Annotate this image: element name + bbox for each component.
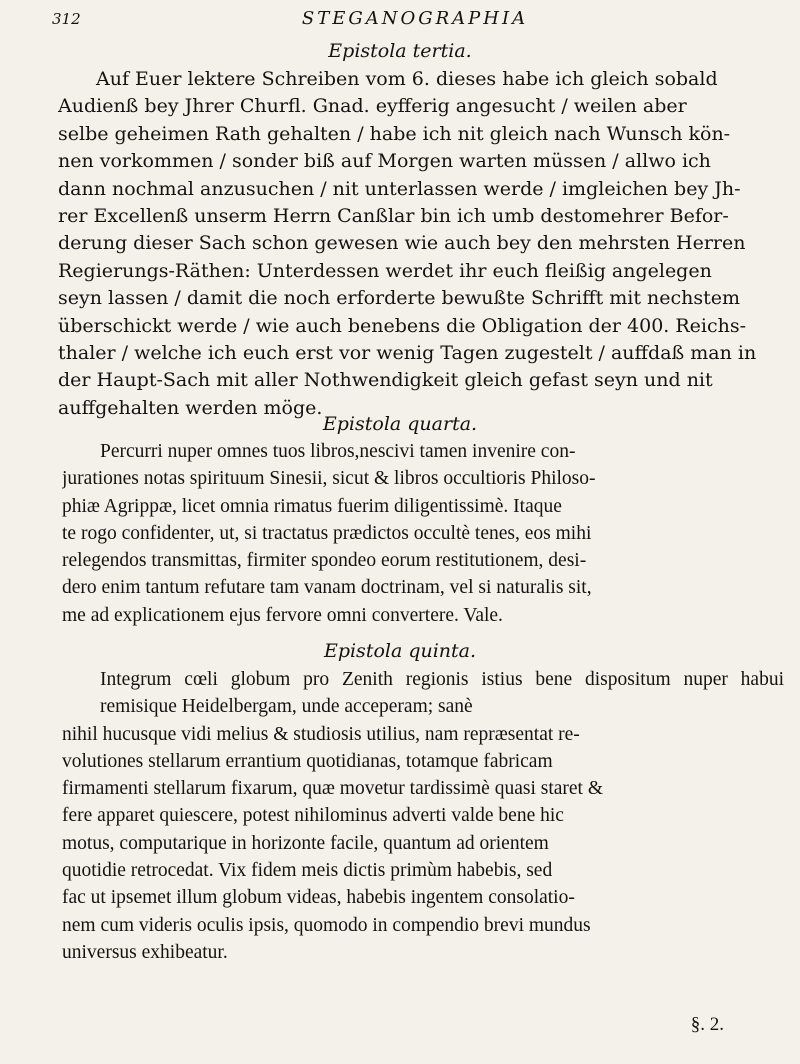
text-line: der Haupt-Sach mit aller Nothwendigkeit gleich gefast seyn und nit — [58, 369, 713, 392]
text-line: thaler / welche ich euch erst vor wenig Tagen zugestelt / auffdaß man in — [58, 342, 757, 365]
text-line: quotidie retrocedat. Vix fidem meis dictis primùm habebis, sed — [62, 860, 553, 882]
text-line: dero enim tantum refutare tam vanam doctrinam, vel si naturalis sit, — [62, 577, 592, 599]
text-line: te rogo confidenter, ut, si tractatus prædictos occultè tenes, eos mihi — [62, 522, 592, 544]
epistola-quarta-title: Epistola quarta. — [322, 413, 478, 435]
text-line: Percurri nuper omnes tuos libros,nescivi tamen invenire con- — [100, 441, 576, 462]
epistola-quinta-title: Epistola quinta. — [323, 640, 477, 662]
text-line: fere apparet quiescere, potest nihilominus adverti valde bene hic — [62, 805, 564, 827]
text-line: universus exhibeatur. — [62, 941, 228, 963]
text-line: me ad explicationem ejus fervore omni convertere. Vale. — [62, 604, 503, 626]
text-line: Audienß bey Jhrer Churfl. Gnad. eyfferig angesucht / weilen aber — [58, 95, 687, 118]
page-number: 312 — [52, 10, 81, 28]
text-line: seyn lassen / damit die noch erforderte bewußte Schrifft mit nechstem — [58, 287, 741, 310]
text-line: Integrum cœli globum pro Zenith regionis istius bene dispositum nuper habui remisique Heidelbergam, unde acceperam; sanè — [100, 669, 784, 718]
text-line: nem cum videris oculis ipsis, quomodo in compendio brevi mundus — [62, 914, 591, 936]
epistola-tertia-text — [58, 66, 784, 422]
text-line: nen vorkommen / sonder biß auf Morgen warten müssen / allwo ich — [58, 150, 711, 173]
epistola-quarta-text — [62, 438, 784, 629]
text-line: selbe geheimen Rath gehalten / habe ich nit gleich nach Wunsch kön- — [58, 122, 731, 145]
text-line: überschickt werde / wie auch benebens die Obligation der 400. Reichs- — [58, 314, 747, 337]
text-line: volutiones stellarum errantium quotidianas, totamque fabricam — [62, 750, 553, 772]
catchword: §. 2. — [690, 1014, 724, 1035]
epistola-quinta-text — [62, 666, 784, 966]
epistola-tertia-title: Epistola tertia. — [328, 40, 472, 62]
text-line: derung dieser Sach schon gewesen wie auch bey den mehrsten Herren — [58, 232, 746, 255]
text-line: phiæ Agrippæ, licet omnia rimatus fuerim diligentissimè. Itaque — [62, 495, 562, 517]
running-head: STEGANOGRAPHIA — [301, 8, 529, 29]
text-line: nihil hucusque vidi melius & studiosis utilius, nam repræsentat re- — [62, 723, 580, 745]
text-line: Regierungs-Räthen: Unterdessen werdet ihr euch fleißig angelegen — [58, 259, 712, 282]
text-line: relegendos transmittas, firmiter spondeo eorum restitutionem, desi- — [62, 550, 587, 572]
text-line: Auf Euer lektere Schreiben vom 6. dieses habe ich gleich sobald — [96, 68, 718, 90]
text-line: jurationes notas spirituum Sinesii, sicut & libros occultioris Philoso- — [62, 468, 596, 490]
text-line: fac ut ipsemet illum globum videas, habebis ingentem consolatio- — [62, 887, 575, 909]
text-line: rer Excellenß unserm Herrn Canßlar bin ich umb destomehrer Befor- — [58, 205, 729, 228]
text-line: firmamenti stellarum fixarum, quæ movetur tardissimè quasi staret & — [62, 778, 604, 800]
text-line: dann nochmal anzusuchen / nit unterlassen werde / imgleichen bey Jh- — [58, 177, 741, 200]
text-line: motus, computarique in horizonte facile, quantum ad orientem — [62, 832, 549, 854]
text-line: auffgehalten werden möge. — [58, 396, 323, 419]
